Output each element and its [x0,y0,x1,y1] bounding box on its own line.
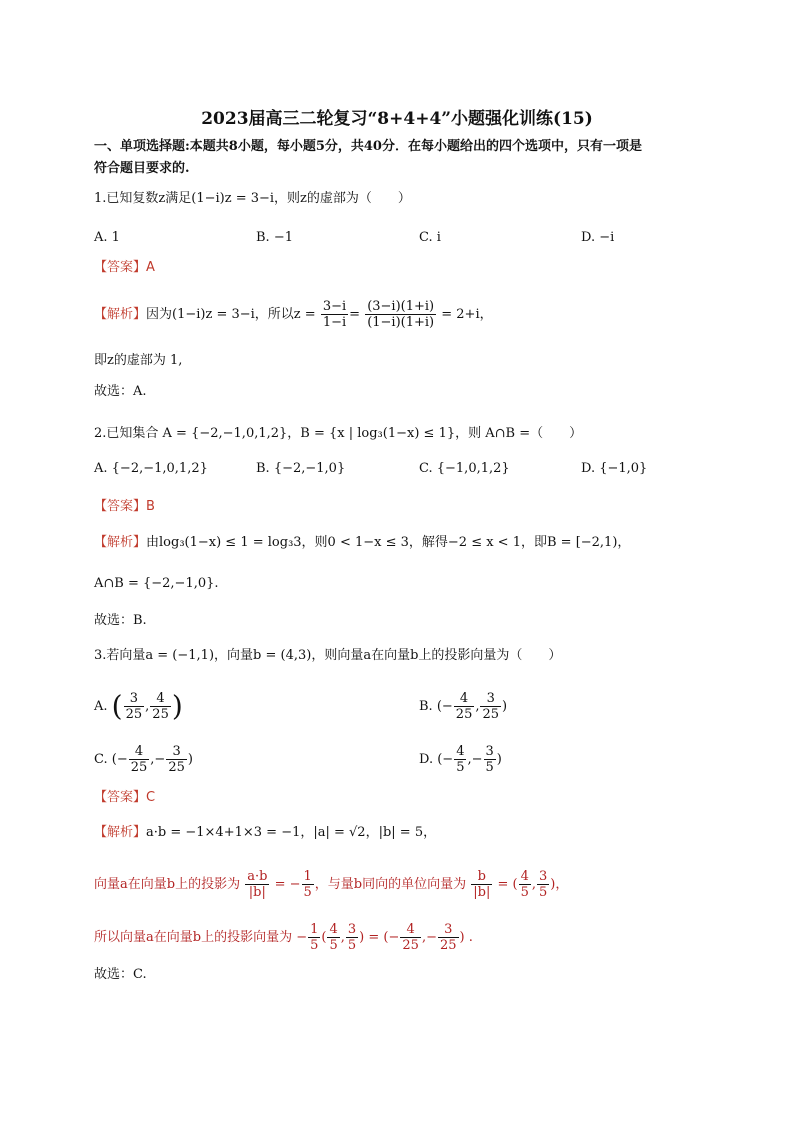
q2-option-c: C. {−1,0,1,2} [419,461,510,476]
q2-analysis-text: 由log₃(1−x) ≤ 1 = log₃3，则0 < 1−x ≤ 3，解得−2 ≤ x < 1，即B = [−2,1)， [146,535,631,550]
q2-analysis-line2: A∩B = {−2,−1,0}. [94,576,219,591]
q1-answer [94,259,155,277]
q3-stem: 3.若向量a = (−1,1)，向量b = (4,3)，则向量a在向量b上的投影向量为（ ） [94,648,562,663]
q2-conclusion: 故选：B. [94,613,147,628]
analysis-tag: 【解析】 [94,307,147,322]
q2-analysis [94,534,630,552]
q2-answer [94,498,155,516]
analysis-tag: 【解析】 [94,535,147,550]
q1-conclusion: 故选：A. [94,384,147,399]
q1-analysis: 【解析】因为(1−i)z = 3−i，所以z = $\frac{3-i}{1-i}$ = $\frac{(3-i)(1+i)}{(1-i)(1+i)}$ = 2+i， [94,299,493,330]
q1-analysis-text-a: 因为(1−i)z = 3−i，所以z = [146,307,316,322]
q1-answer-value: A [146,260,155,275]
q3-analysis-line2: 向量a在向量b上的投影为 $\frac{a\cdot b}{|b|}$ = − $\frac{1}{5}$ ，与量b同向的单位向量为 $\frac{b}{|b|}$ = ( $\frac{4}{5}$ , $\frac{3}{5}$ )， [94,869,569,900]
q1-option-b: B. −1 [256,230,293,245]
answer-tag: 【答案】 [94,499,147,514]
q2-option-b: B. {−2,−1,0} [256,461,346,476]
section-heading-line2: 符合题目要求的. [94,161,190,176]
answer-tag: 【答案】 [94,790,147,805]
q3-conclusion: 故选：C. [94,967,147,982]
q1-analysis-line2: 即z的虚部为 1, [94,353,183,368]
q3-analysis-line3: 所以向量a在向量b上的投影向量为 − $\frac{1}{5}$ ( $\frac{4}{5}$ , $\frac{3}{5}$ ) = (− $\frac{4}{25}$ ,− $\frac{3}{25}$ ) . [94,922,473,953]
q3-answer-value: C [146,790,156,805]
page-title: 2023届高三二轮复习“8+4+4”小题强化训练(15) [201,109,593,129]
q3-answer [94,789,155,807]
q3-option-c: C. (− $\frac{4}{25}$ ,− $\frac{3}{25}$ ) [94,744,193,775]
q1-stem: 1.已知复数z满足(1−i)z = 3−i，则z的虚部为（ ） [94,191,411,206]
q1-analysis-text-b: = 2+i， [441,307,493,322]
section-heading-line1: 一、单项选择题:本题共8小题，每小题5分，共40分．在每小题给出的四个选项中，只有一项是 [94,139,642,154]
q2-option-a: A. {−2,−1,0,1,2} [94,461,208,476]
q1-option-d: D. −i [581,230,615,245]
q3-analysis-line1: 【解析】a·b = −1×4+1×3 = −1，|a| = √2，|b| = 5， [94,825,437,840]
q1-fraction-2: $\frac{(3-i)(1+i)}{(1-i)(1+i)}$ [367,299,435,330]
answer-tag: 【答案】 [94,260,147,275]
q1-option-a: A. 1 [94,230,120,245]
q2-option-d: D. {−1,0} [581,461,648,476]
q1-fraction-1: $\frac{3-i}{1-i}$ [322,299,347,330]
q3-option-a: A. ( $\frac{3}{25}$ , $\frac{4}{25}$ ) [94,689,183,723]
q2-answer-value: B [146,499,155,514]
q3-option-d: D. (− $\frac{4}{5}$ ,− $\frac{3}{5}$ ) [419,744,502,775]
q3-option-b: B. (− $\frac{4}{25}$ , $\frac{3}{25}$ ) [419,691,508,722]
analysis-tag: 【解析】 [94,825,147,840]
q2-stem: 2.已知集合 A = {−2,−1,0,1,2}，B = {x | log₃(1−x) ≤ 1}，则 A∩B =（ ） [94,426,583,441]
q1-option-c: C. i [419,230,441,245]
